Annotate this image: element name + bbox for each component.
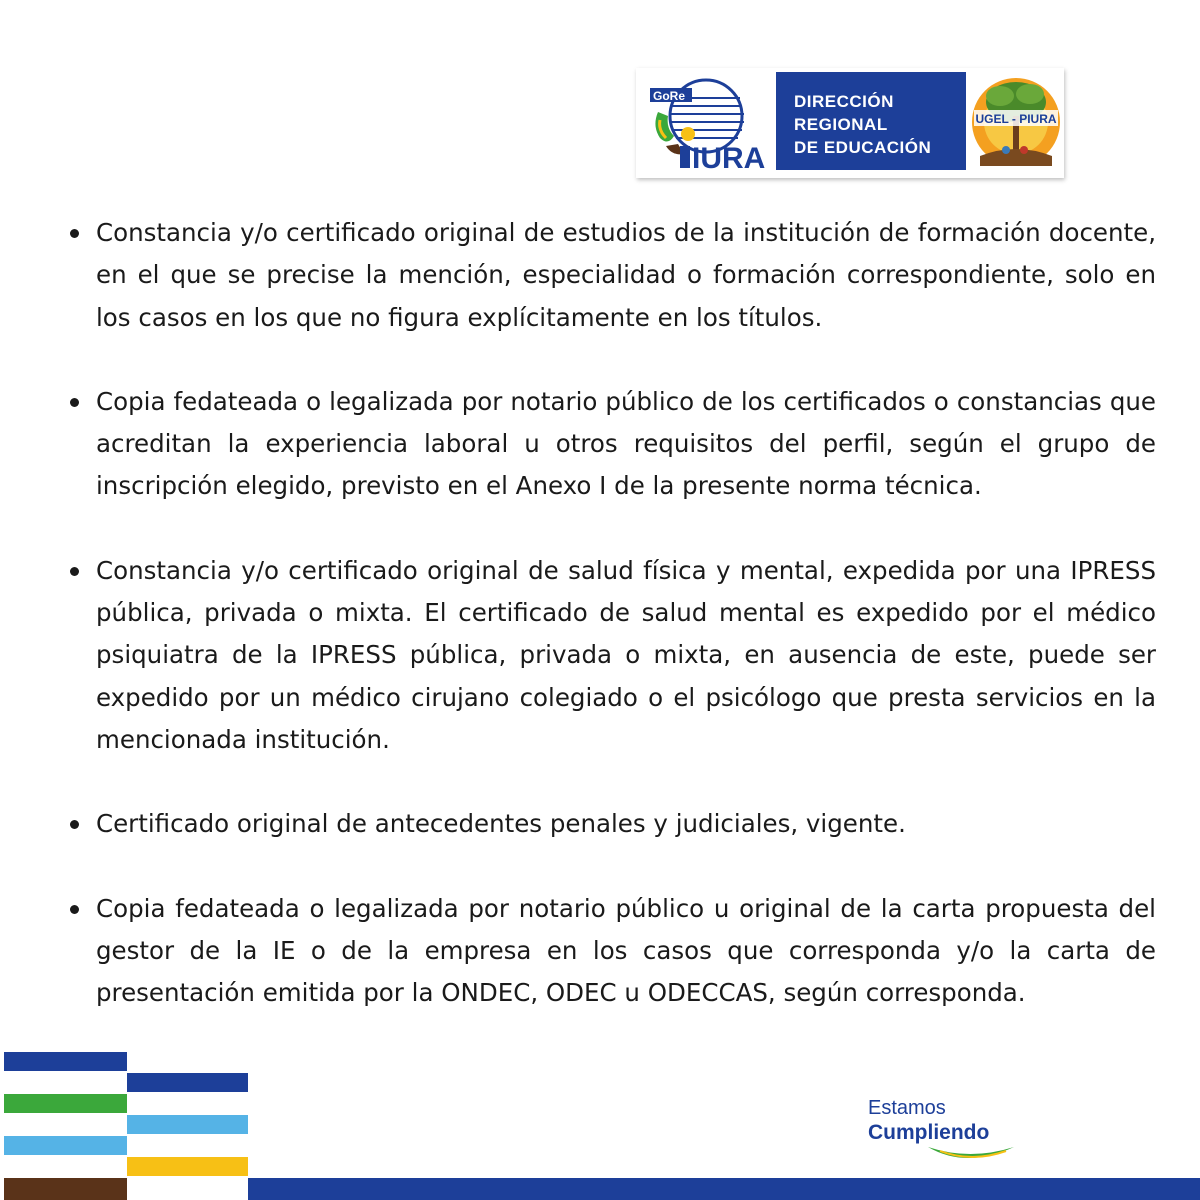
stripe-yellow [127, 1157, 248, 1176]
svg-text:GoRe: GoRe [653, 89, 686, 103]
bullet-icon [70, 905, 79, 914]
ugel-piura-logo [970, 72, 1062, 174]
requirement-text: Copia fedateada o legalizada por notario público de los certificados o constancias que acreditan la experiencia laboral u otros requisitos del perfil, según el grupo de inscripción elegido, previsto en el Anexo I de la presente norma técnica. [96, 386, 1156, 501]
stripe-green [4, 1094, 127, 1113]
dre-line-1: DIRECCIÓN [794, 92, 894, 111]
svg-text:UGEL - PIURA: UGEL - PIURA [975, 112, 1057, 126]
requirement-text: Copia fedateada o legalizada por notario público u original de la carta propuesta del gestor de la IE o de la empresa en los casos que corresponda y/o la carta de presentación emitida por la ONDEC, ODEC u ODECCAS, según corresponda. [96, 893, 1156, 1008]
gore-piura-logo [648, 76, 770, 170]
bullet-icon [70, 567, 79, 576]
bullet-icon [70, 398, 79, 407]
list-item [67, 803, 1156, 845]
svg-text:IURA: IURA [692, 142, 766, 170]
stripe-sky-left [4, 1136, 127, 1155]
requirement-text: Certificado original de antecedentes penales y judiciales, vigente. [96, 809, 906, 839]
stripe-navy-right [127, 1073, 248, 1092]
stripe-sky-right [127, 1115, 248, 1134]
stripe-brown [4, 1178, 127, 1200]
requirement-text: Constancia y/o certificado original de estudios de la institución de formación docente, en el que se precise la mención, especialidad o formación correspondiente, solo en los casos en los que no figura explícitamente en los títulos. [96, 218, 1156, 332]
stripe-navy-left [4, 1052, 127, 1071]
dre-line-3: DE EDUCACIÓN [794, 138, 932, 157]
stripe-navy-bottom [248, 1178, 1200, 1200]
list-item [67, 550, 1156, 761]
estamos-cumpliendo-logo [868, 1097, 1028, 1169]
requirement-text: Constancia y/o certificado original de salud física y mental, expedida por una IPRESS pública, privada o mixta. El certificado de salud mental es expedido por el médico psiquiatra de la IPRESS pública, privada o mixta, en ausencia de este, puede ser expedido por un médico cirujano colegiado o el psicólogo que presta servicios en la mencionada institución. [96, 555, 1156, 754]
bullet-icon [70, 820, 79, 829]
list-item [67, 888, 1156, 1015]
header-logos [636, 68, 1064, 178]
tagline-line-2: Cumpliendo [868, 1121, 990, 1144]
swoosh-icon [926, 1143, 1016, 1165]
list-item [67, 212, 1156, 339]
dre-line-2: REGIONAL [794, 115, 888, 134]
bullet-icon [70, 229, 79, 238]
list-item [67, 381, 1156, 508]
dre-logo [776, 72, 966, 170]
tagline-line-1: Estamos [868, 1097, 946, 1119]
requirements-list [67, 212, 1156, 1056]
